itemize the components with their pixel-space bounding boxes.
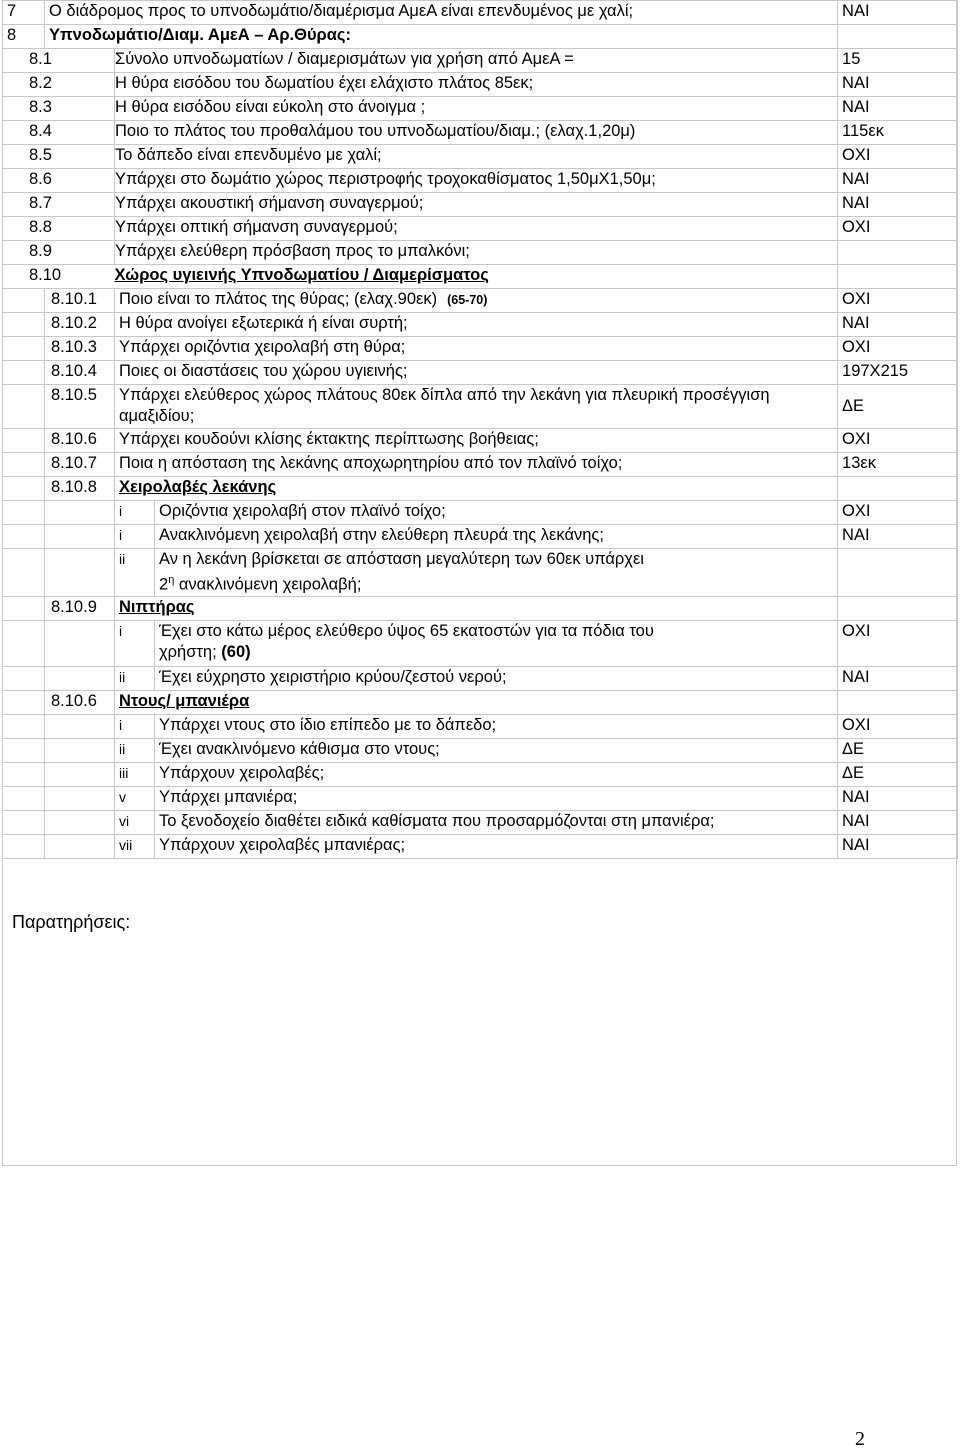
row-question: Σύνολο υπνοδωματίων / διαμερισμάτων για χρήση από ΑμεΑ = xyxy=(115,49,838,73)
answer-cell: ΟΧΙ xyxy=(838,429,958,453)
answer-cell xyxy=(838,549,958,597)
indent-cell xyxy=(45,738,115,762)
row-number: 8.10.2 xyxy=(45,313,115,337)
question-line-2: 2 xyxy=(159,575,169,594)
roman-numeral: i xyxy=(115,620,155,666)
indent-cell xyxy=(45,810,115,834)
answer-cell: ΟΧΙ xyxy=(838,714,958,738)
indent-cell xyxy=(45,620,115,666)
question-text: Υπάρχουν χειρολαβές μπανιέρας; xyxy=(159,835,406,854)
question-text: Υπάρχει οριζόντια χειρολαβή στη θύρα; xyxy=(119,338,406,356)
row-question: Υπάρχει ακουστική σήμανση συναγερμού; xyxy=(115,193,838,217)
table-row xyxy=(3,429,958,453)
indent-cell xyxy=(3,714,45,738)
indent-cell xyxy=(3,361,45,385)
row-question xyxy=(155,501,838,525)
indent-cell xyxy=(3,337,45,361)
table-row xyxy=(3,477,958,501)
row-number: 8.10.5 xyxy=(45,385,115,429)
answer-cell: ΟΧΙ xyxy=(838,145,958,169)
indent-cell xyxy=(3,666,45,690)
indent-cell xyxy=(45,525,115,549)
question-text: Υπάρχει μπανιέρα; xyxy=(159,787,298,806)
indent-cell xyxy=(3,549,45,597)
indent-cell xyxy=(3,810,45,834)
answer-cell: ΟΧΙ xyxy=(838,217,958,241)
row-number: 8.10 xyxy=(3,265,115,289)
row-question: Υπάρχει στο δωμάτιο χώρος περιστροφής τροχοκαθίσματος 1,50μΧ1,50μ; xyxy=(115,169,838,193)
roman-numeral: ii xyxy=(115,666,155,690)
indent-cell xyxy=(3,738,45,762)
row-number: 8.6 xyxy=(3,169,115,193)
row-number: 8.7 xyxy=(3,193,115,217)
row-number: 8.8 xyxy=(3,217,115,241)
answer-cell xyxy=(838,690,958,714)
answer-cell: 197Χ215 xyxy=(838,361,958,385)
row-question xyxy=(155,714,838,738)
question-text: Οριζόντια χειρολαβή στον πλαϊνό τοίχο; xyxy=(159,502,446,520)
question-text: Υπάρχει ντους στο ίδιο επίπεδο με το δάπεδο; xyxy=(159,715,497,734)
answer-cell: 15 xyxy=(838,49,958,73)
table-row xyxy=(3,25,958,49)
answer-cell: ΔΕ xyxy=(838,738,958,762)
question-text: Υπάρχει κουδούνι κλίσης έκτακτης περίπτωσης βοήθειας; xyxy=(119,430,539,448)
row-number: 8.10.6 xyxy=(45,429,115,453)
table-row xyxy=(3,810,958,834)
row-number: 8.1 xyxy=(3,49,115,73)
table-row xyxy=(3,525,958,549)
question-text: Έχει ανακλινόμενο κάθισμα στο ντους; xyxy=(159,739,440,758)
table-row xyxy=(3,690,958,714)
answer-cell: ΝΑΙ xyxy=(838,73,958,97)
roman-numeral: i xyxy=(115,525,155,549)
table-row xyxy=(3,666,958,690)
answer-cell xyxy=(838,596,958,620)
table-row xyxy=(3,193,958,217)
table-row xyxy=(3,337,958,361)
row-question xyxy=(115,361,838,385)
question-line-2-end: (60) xyxy=(221,642,251,661)
row-question xyxy=(115,313,838,337)
superscript: η xyxy=(168,574,175,586)
indent-cell xyxy=(45,666,115,690)
question-text: Το ξενοδοχείο διαθέτει ειδικά καθίσματα που προσαρμόζονται στη μπανιέρα; xyxy=(159,811,715,830)
answer-cell: 115εκ xyxy=(838,121,958,145)
row-question: Υπνοδωμάτιο/Διαμ. ΑμεΑ – Αρ.Θύρας: xyxy=(45,25,838,49)
row-number: 7 xyxy=(3,1,45,25)
answer-cell: ΟΧΙ xyxy=(838,620,958,666)
row-question: Ποιο το πλάτος του προθαλάμου του υπνοδωματίου/διαμ.; (ελαχ.1,20μ) xyxy=(115,121,838,145)
answer-cell: ΝΑΙ xyxy=(838,810,958,834)
row-question xyxy=(155,762,838,786)
answer-cell: ΝΑΙ xyxy=(838,313,958,337)
table-row xyxy=(3,596,958,620)
row-question xyxy=(155,666,838,690)
questionnaire-table xyxy=(2,0,958,859)
row-number: 8.10.8 xyxy=(45,477,115,501)
table-row xyxy=(3,121,958,145)
table-row xyxy=(3,361,958,385)
indent-cell xyxy=(3,477,45,501)
row-question: Η θύρα εισόδου είναι εύκολη στο άνοιγμα ; xyxy=(115,97,838,121)
indent-cell xyxy=(3,620,45,666)
answer-cell: ΟΧΙ xyxy=(838,337,958,361)
indent-cell xyxy=(3,289,45,313)
roman-numeral: i xyxy=(115,714,155,738)
roman-numeral: iii xyxy=(115,762,155,786)
table-row xyxy=(3,145,958,169)
row-number: 8.10.9 xyxy=(45,596,115,620)
answer-cell: ΝΑΙ xyxy=(838,169,958,193)
group-title: Χειρολαβές λεκάνης xyxy=(115,477,838,501)
indent-cell xyxy=(3,429,45,453)
roman-numeral: ii xyxy=(115,549,155,597)
row-question xyxy=(155,620,838,666)
table-row xyxy=(3,453,958,477)
answer-cell: 13εκ xyxy=(838,453,958,477)
indent-cell xyxy=(3,501,45,525)
row-question xyxy=(155,549,838,597)
answer-cell: ΔΕ xyxy=(838,385,958,429)
table-row xyxy=(3,385,958,429)
roman-numeral: vii xyxy=(115,834,155,858)
indent-cell xyxy=(3,453,45,477)
row-question: Το δάπεδο είναι επενδυμένο με χαλί; xyxy=(115,145,838,169)
answer-cell: ΝΑΙ xyxy=(838,97,958,121)
question-text: Ποια η απόσταση της λεκάνης αποχωρητηρίου από τον πλαϊνό τοίχο; xyxy=(119,454,623,472)
row-question xyxy=(155,525,838,549)
roman-numeral: i xyxy=(115,501,155,525)
roman-numeral: v xyxy=(115,786,155,810)
page-number: 2 xyxy=(855,1428,865,1450)
row-question: Χώρος υγιεινής Υπνοδωματίου / Διαμερίσματος xyxy=(115,265,838,289)
question-text: Ποιο είναι το πλάτος της θύρας; (ελαχ.90εκ) xyxy=(119,290,438,308)
table-row xyxy=(3,265,958,289)
note-text: (65-70) xyxy=(447,293,488,307)
row-number: 8.2 xyxy=(3,73,115,97)
row-question xyxy=(115,385,838,429)
row-question xyxy=(115,453,838,477)
question-line-1: Αν η λεκάνη βρίσκεται σε απόσταση μεγαλύτερη των 60εκ υπάρχει xyxy=(159,550,644,568)
row-number: 8.4 xyxy=(3,121,115,145)
question-text: Υπάρχει ελεύθερος χώρος πλάτους 80εκ δίπλα από την λεκάνη για πλευρική προσέγγιση αμαξιδίου; xyxy=(119,386,770,425)
answer-cell: ΝΑΙ xyxy=(838,786,958,810)
answer-cell: ΝΑΙ xyxy=(838,525,958,549)
indent-cell xyxy=(3,385,45,429)
indent-cell xyxy=(3,762,45,786)
indent-cell xyxy=(45,762,115,786)
row-number: 8 xyxy=(3,25,45,49)
answer-cell: ΝΑΙ xyxy=(838,834,958,858)
group-title: Νιπτήρας xyxy=(115,596,838,620)
answer-cell: ΟΧΙ xyxy=(838,289,958,313)
row-number: 8.9 xyxy=(3,241,115,265)
row-question: Υπάρχει ελεύθερη πρόσβαση προς το μπαλκόνι; xyxy=(115,241,838,265)
row-number: 8.10.1 xyxy=(45,289,115,313)
table-row xyxy=(3,217,958,241)
table-row xyxy=(3,501,958,525)
row-question: Η θύρα εισόδου του δωματίου έχει ελάχιστο πλάτος 85εκ; xyxy=(115,73,838,97)
table-row xyxy=(3,714,958,738)
answer-cell: ΝΑΙ xyxy=(838,666,958,690)
question-line-2-end: ανακλινόμενη χειρολαβή; xyxy=(174,575,362,594)
table-row xyxy=(3,73,958,97)
row-question xyxy=(155,738,838,762)
table-row xyxy=(3,241,958,265)
answer-cell: ΔΕ xyxy=(838,762,958,786)
indent-cell xyxy=(45,834,115,858)
table-row xyxy=(3,1,958,25)
answer-cell: ΟΧΙ xyxy=(838,501,958,525)
indent-cell xyxy=(3,525,45,549)
indent-cell xyxy=(3,786,45,810)
answer-cell xyxy=(838,477,958,501)
indent-cell xyxy=(45,786,115,810)
table-row xyxy=(3,620,958,666)
indent-cell xyxy=(3,596,45,620)
row-question xyxy=(155,786,838,810)
row-question: Υπάρχει οπτική σήμανση συναγερμού; xyxy=(115,217,838,241)
row-question xyxy=(115,289,838,313)
row-number: 8.10.6 xyxy=(45,690,115,714)
table-row xyxy=(3,786,958,810)
table-row xyxy=(3,97,958,121)
row-number: 8.10.7 xyxy=(45,453,115,477)
table-row xyxy=(3,834,958,858)
table-row xyxy=(3,169,958,193)
row-number: 8.10.3 xyxy=(45,337,115,361)
indent-cell xyxy=(3,834,45,858)
answer-cell xyxy=(838,241,958,265)
row-question xyxy=(155,834,838,858)
answer-cell xyxy=(838,265,958,289)
row-number: 8.10.4 xyxy=(45,361,115,385)
question-text: Ανακλινόμενη χειρολαβή στην ελεύθερη πλευρά της λεκάνης; xyxy=(159,526,604,544)
observations-label: Παρατηρήσεις: xyxy=(12,912,131,932)
question-text: Ποιες οι διαστάσεις του χώρου υγιεινής; xyxy=(119,362,408,380)
question-text: Υπάρχουν χειρολαβές; xyxy=(159,763,325,782)
row-question xyxy=(115,429,838,453)
question-line-1: Έχει στο κάτω μέρος ελεύθερο ύψος 65 εκατοστών για τα πόδια του xyxy=(159,621,654,640)
answer-cell: ΝΑΙ xyxy=(838,1,958,25)
row-question xyxy=(115,337,838,361)
indent-cell xyxy=(3,313,45,337)
row-question: Ο διάδρομος προς το υπνοδωμάτιο/διαμέρισμα ΑμεΑ είναι επενδυμένος με χαλί; xyxy=(45,1,838,25)
table-row xyxy=(3,49,958,73)
table-row xyxy=(3,738,958,762)
roman-numeral: ii xyxy=(115,738,155,762)
table-row xyxy=(3,313,958,337)
table-row xyxy=(3,549,958,597)
group-title: Ντους/ μπανιέρα xyxy=(115,690,838,714)
indent-cell xyxy=(45,549,115,597)
question-text: Η θύρα ανοίγει εξωτερικά ή είναι συρτή; xyxy=(119,314,408,332)
table-row xyxy=(3,289,958,313)
answer-cell: ΝΑΙ xyxy=(838,193,958,217)
row-number: 8.3 xyxy=(3,97,115,121)
row-question xyxy=(155,810,838,834)
indent-cell xyxy=(3,690,45,714)
row-number: 8.5 xyxy=(3,145,115,169)
table-row xyxy=(3,762,958,786)
indent-cell xyxy=(45,714,115,738)
question-text: Έχει εύχρηστο χειριστήριο κρύου/ζεστού νερού; xyxy=(159,667,507,686)
roman-numeral: vi xyxy=(115,810,155,834)
question-line-2: χρήστη; xyxy=(159,642,222,661)
indent-cell xyxy=(45,501,115,525)
answer-cell xyxy=(838,25,958,49)
